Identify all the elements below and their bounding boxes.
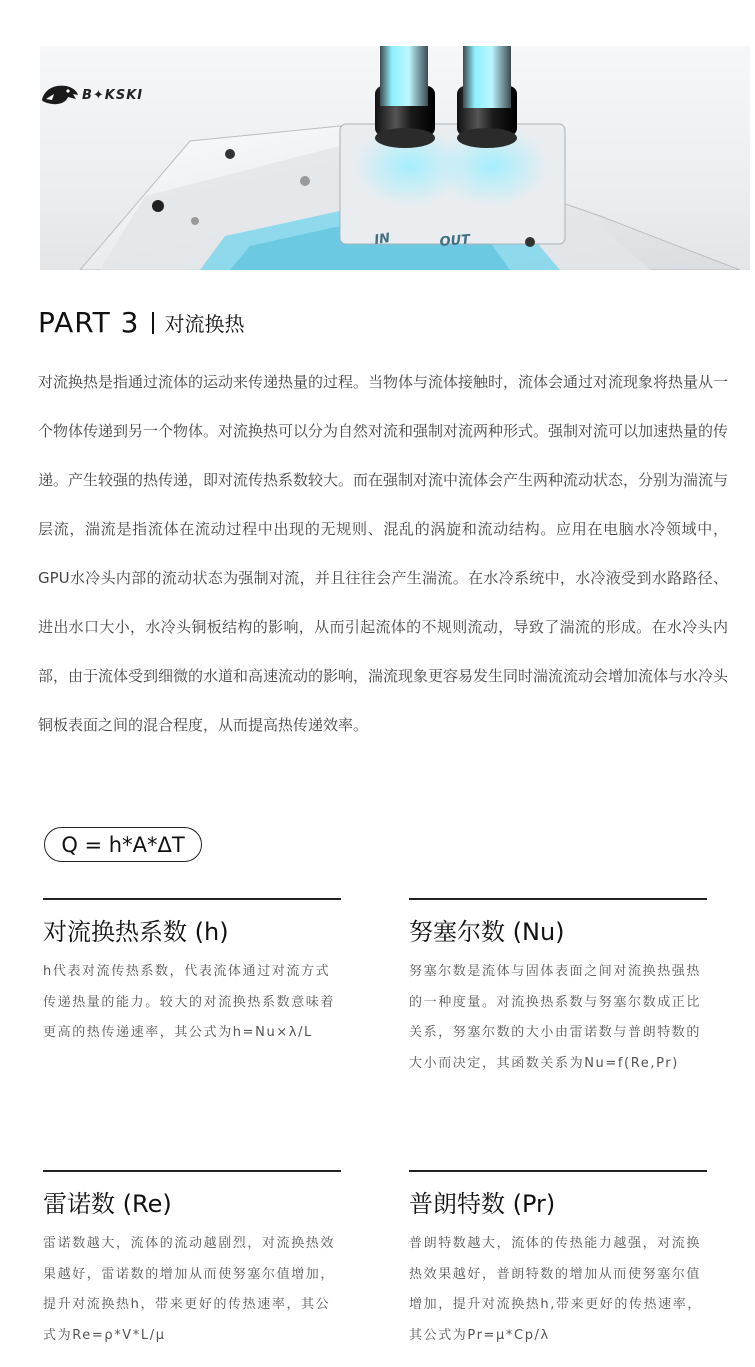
- dragon-icon: [40, 82, 80, 108]
- card-divider: [43, 1170, 341, 1172]
- card-title: 努塞尔数 (Nu): [409, 918, 565, 946]
- card-text: 雷诺数越大，流体的流动越剧烈，对流换热效果越好，雷诺数的增加从而使努塞尔值增加，提升对流换热h，带来更好的传热速率，其公式为Re=ρ*V*L/μ: [43, 1236, 336, 1343]
- card-title: 对流换热系数 (h): [43, 918, 229, 946]
- brand-logo: [40, 82, 143, 108]
- card-text: 努塞尔数是流体与固体表面之间对流换热强热的一种度量。对流换热系数与努塞尔数成正比关系，努塞尔数的大小由雷诺数与普朗特数的大小而决定，其函数关系为Nu=f(Re,Pr): [409, 964, 702, 1071]
- formula-badge: Q = h*A*ΔT: [44, 827, 202, 862]
- outlet-label: OUT: [439, 232, 471, 250]
- hero-image: [40, 46, 750, 270]
- card-title: 雷诺数 (Re): [43, 1190, 172, 1218]
- intro-paragraph: 对流换热是指通过流体的运动来传递热量的过程。当物体与流体接触时，流体会通过对流现象将热量从一个物体传递到另一个物体。对流换热可以分为自然对流和强制对流两种形式。强制对流可以加速热量的传递。产生较强的热传递，即对流传热系数较大。而在强制对流中流体会产生两种流动状态，分别为湍流与层流，湍流是指流体在流动过程中出现的无规则、混乱的涡旋和流动结构。应用在电脑水冷领域中，GPU水冷头内部的流动状态为强制对流，并且往往会产生湍流。在水冷系统中，水冷液受到水路路径、进出水口大小，水冷头铜板结构的影响，从而引起流体的不规则流动，导致了湍流的形成。在水冷头内部，由于流体受到细微的水道和高速流动的影响，湍流现象更容易发生同时湍流流动会增加流体与水冷头铜板表面之间的混合程度，从而提高热传递效率。: [38, 373, 729, 734]
- card-text: h代表对流传热系数，代表流体通过对流方式传递热量的能力。较大的对流换热系数意味着更高的热传递速率，其公式为h=Nu×λ/L: [43, 964, 336, 1040]
- brand-name: B✦KSKI: [82, 87, 144, 103]
- card-prandtl-number: [409, 1170, 707, 1351]
- card-reynolds-number: [43, 1170, 341, 1351]
- water-block-illustration: [40, 46, 750, 270]
- card-text: 普朗特数越大，流体的传热能力越强，对流换热效果越好，普朗特数的增加从而使努塞尔值增加，提升对流换热h,带来更好的传热速率，其公式为Pr=μ*Cp/λ: [409, 1236, 702, 1343]
- inlet-label: IN: [373, 230, 392, 248]
- section-title: 对流换热: [164, 312, 245, 336]
- heading-divider: [152, 312, 154, 334]
- part-number: PART 3: [38, 306, 140, 339]
- card-divider: [43, 898, 341, 900]
- card-title: 普朗特数 (Pr): [409, 1190, 556, 1218]
- card-divider: [409, 898, 707, 900]
- card-heat-transfer-coefficient: [43, 898, 341, 1049]
- card-nusselt-number: [409, 898, 707, 1079]
- card-divider: [409, 1170, 707, 1172]
- section-heading: [38, 306, 244, 339]
